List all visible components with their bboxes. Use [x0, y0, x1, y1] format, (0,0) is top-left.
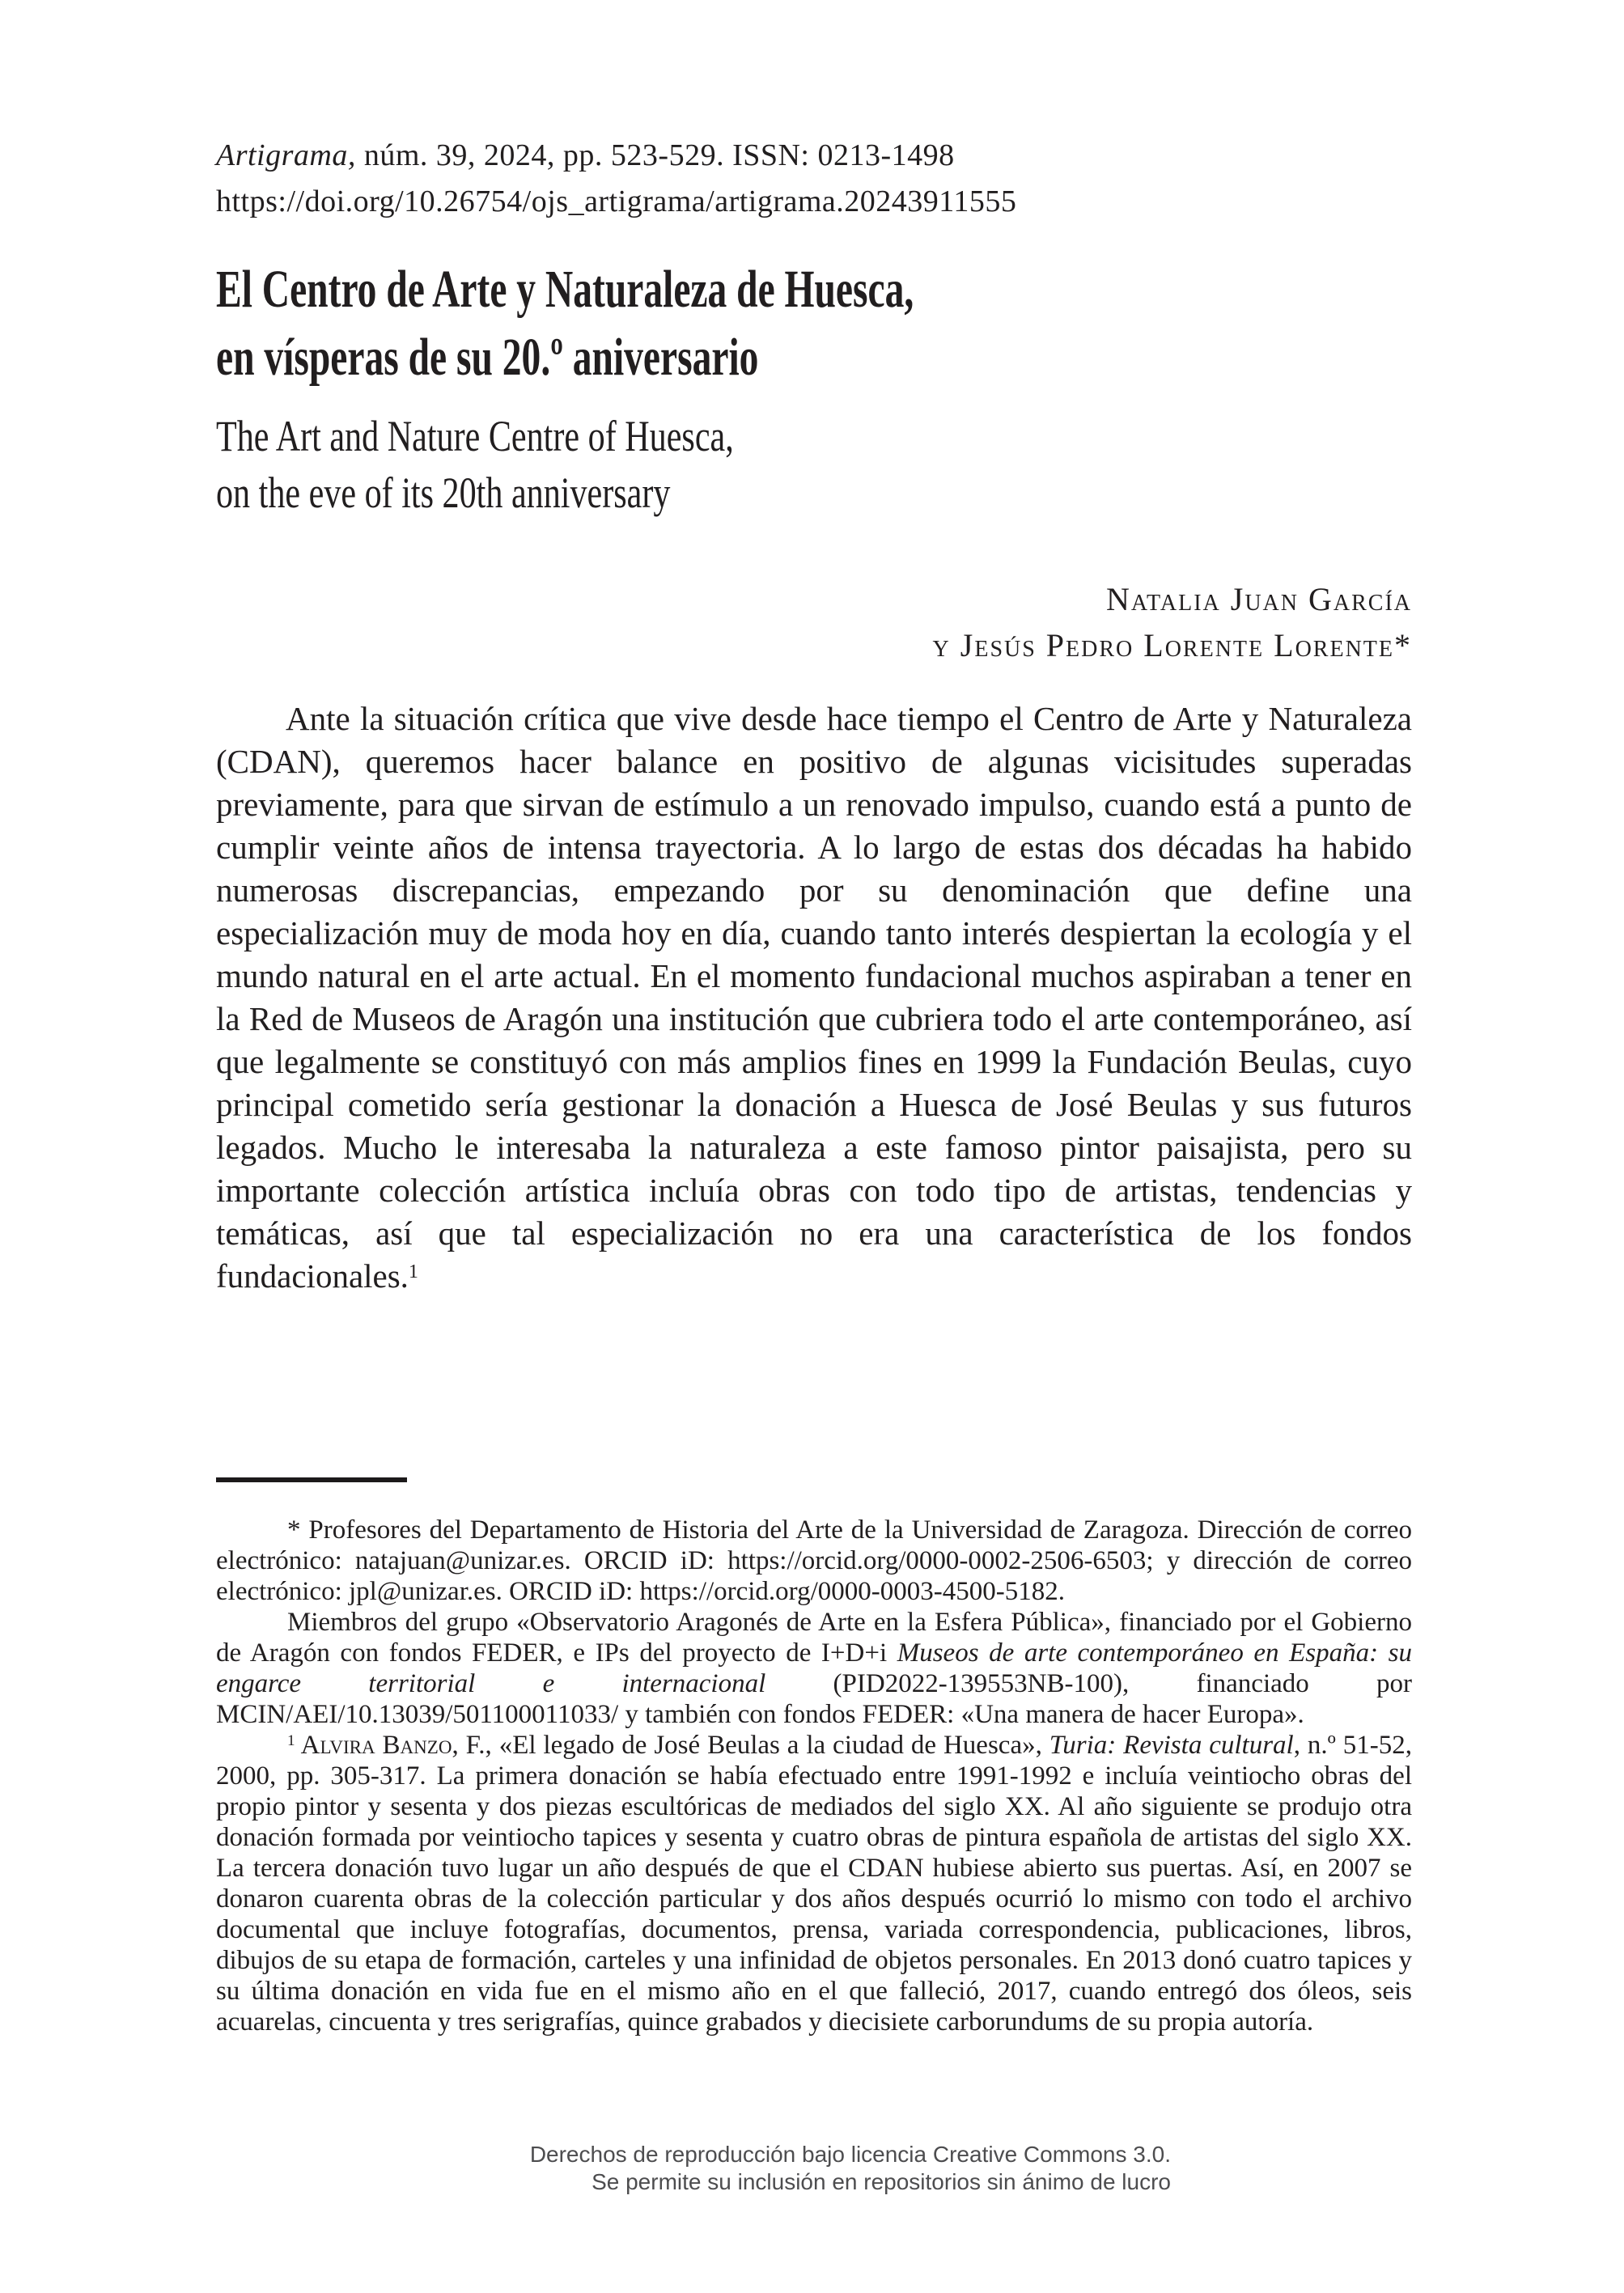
- footnote-group-project-title: Museos de arte contemporáneo en España: su engarce territorial e internacional: [216, 1638, 1412, 1698]
- footnote-1-text-1: , F., «El legado de José Beulas a la ciudad de Huesca»,: [452, 1731, 1049, 1760]
- body-text: Ante la situación crítica que vive desde hace tiempo el Centro de Arte y Naturaleza (CDAN), queremos hacer balance en positivo de algunas vicisitudes superadas previamente, para que sirvan de estímulo a un renovado impulso, cuando está a punto de cumplir veinte años de intensa trayectoria. A lo largo de estas dos décadas ha habido numerosas discrepancias, empezando por su denominación que define una especialización muy de moda hoy en día, cuando tanto interés despiertan la ecología y el mundo natural en el arte actual. En el momento fundacional muchos aspiraban a tener en la Red de Museos de Aragón una institución que cubriera todo el arte contemporáneo, así que legalmente se constituyó con más amplios fines en 1999 la Fundación Beulas, cuyo principal cometido sería gestionar la donación a Huesca de José Beulas y sus futuros legados. Mucho le interesaba la naturaleza a este famoso pintor paisajista, pero su importante colección artística incluía obras con todo tipo de artistas, tendencias y temáticas, así que tal especialización no era una característica de los fondos fundacionales.: [216, 700, 1412, 1295]
- footnote-group-text-2: (PID2022-139553NB-100), financiado por MCIN/AEI/10.13039/501100011033/ y también con fondos FEDER: «Una manera de hacer Europa».: [216, 1669, 1412, 1729]
- license-line-1: Derechos de reproducción bajo licencia Creative Commons 3.0.: [529, 2142, 1171, 2167]
- footnote-group-funding: [216, 1607, 1412, 1730]
- article-title-english: [216, 408, 1149, 521]
- journal-header: [216, 133, 1412, 225]
- footnote-1: [216, 1730, 1412, 2037]
- title-en-line-1: The Art and Nature Centre of Huesca,: [216, 412, 734, 460]
- footnotes-block: [216, 1515, 1412, 2037]
- footnote-1-author: Alvira Banzo: [295, 1731, 452, 1760]
- article-title-spanish: [216, 256, 1077, 392]
- journal-citation-line: [216, 133, 1412, 179]
- doi-line: https://doi.org/10.26754/ojs_artigrama/artigrama.20243911555: [216, 184, 1017, 218]
- footnote-asterisk: [216, 1515, 1412, 1607]
- footnote-1-journal-title: Turia: Revista cultural: [1049, 1731, 1294, 1760]
- author-line-1: Natalia Juan García: [1106, 581, 1412, 617]
- author-line-2: y Jesús Pedro Lorente Lorente*: [932, 627, 1412, 663]
- footnote-asterisk-marker: *: [287, 1515, 301, 1545]
- title-es-line-2: en vísperas de su 20.º aniversario: [216, 328, 759, 387]
- footnote-1-text-2: , n.º 51-52, 2000, pp. 305-317. La primera donación se había efectuado entre 1991-1992 e incluía veintiocho obras del propio pintor y sesenta y dos piezas escultóricas de mediados del siglo XX. Al año siguiente se produjo otra donación formada por veintiocho tapices y sesenta y cuatro obras de pintura española de artistas del siglo XX. La tercera donación tuvo lugar un año después de que el CDAN hubiese abierto sus puertas. Así, en 2007 se donaron cuarenta obras de la colección particular y dos años después ocurrió lo mismo con todo el archivo documental que incluye fotografías, documentos, prensa, variada correspondencia, publicaciones, libros, dibujos de su etapa de formación, carteles y una infinidad de objetos personales. En 2013 donó cuatro tapices y su última donación en vida fue en el mismo año en el que falleció, 2017, cuando entregó dos óleos, seis acuarelas, cincuenta y tres serigrafías, quince grabados y diecisiete carborundums de su propia autoría.: [216, 1731, 1412, 2037]
- footnote-asterisk-text: Profesores del Departamento de Historia del Arte de la Universidad de Zaragoza. Dirección de correo electrónico: natajuan@unizar.es. ORCID iD: https://orcid.org/0000-0002-2506-6503; y dirección de correo electrónico: jpl@unizar.es. ORCID iD: https://orcid.org/0000-0003-4500-5182.: [216, 1515, 1412, 1606]
- footnote-reference: 1: [408, 1261, 418, 1283]
- title-en-line-2: on the eve of its 20th anniversary: [216, 468, 671, 517]
- footnote-1-marker: 1: [287, 1732, 295, 1750]
- journal-name: Artigrama,: [216, 138, 356, 172]
- article-body-paragraph: [216, 697, 1412, 1298]
- issue-info: núm. 39, 2024, pp. 523-529. ISSN: 0213-1498: [355, 138, 955, 172]
- license-line-2: Se permite su inclusión en repositorios sin ánimo de lucro: [592, 2169, 1171, 2194]
- authors-block: [216, 576, 1412, 668]
- footnote-divider: [216, 1477, 407, 1482]
- footnote-group-text-1: Miembros del grupo «Observatorio Aragonés de Arte en la Esfera Pública», financiado por el Gobierno de Aragón con fondos FEDER, e IPs del proyecto de I+D+i: [216, 1608, 1412, 1668]
- license-footer: [216, 2141, 1171, 2196]
- title-es-line-1: El Centro de Arte y Naturaleza de Huesca,: [216, 260, 914, 319]
